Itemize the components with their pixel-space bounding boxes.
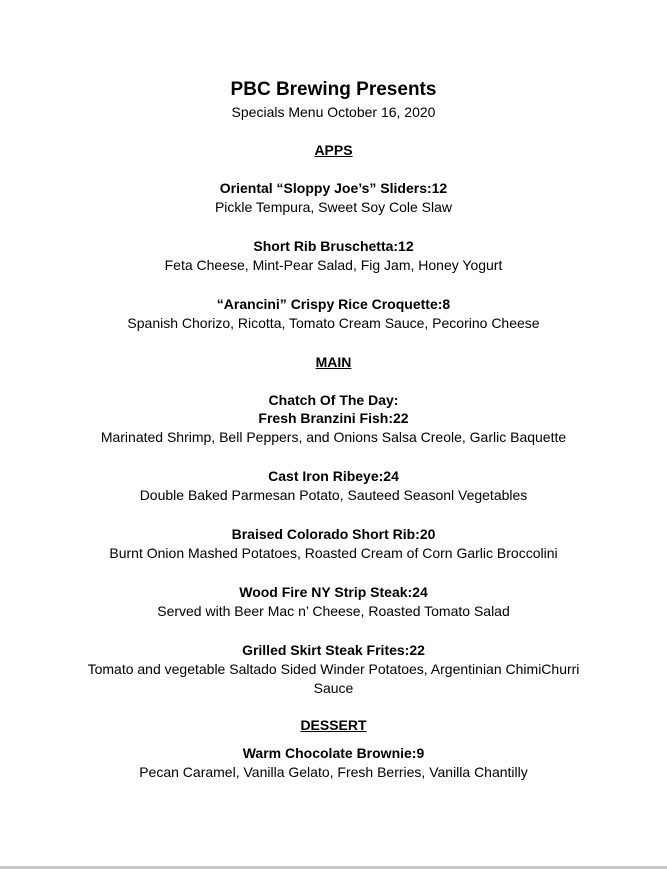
item-description: Feta Cheese, Mint-Pear Salad, Fig Jam, Honey Yogurt bbox=[164, 257, 503, 273]
item-name: Grilled Skirt Steak Frites:22 bbox=[242, 642, 425, 658]
item-description: Burnt Onion Mashed Potatoes, Roasted Cream of Corn Garlic Broccolini bbox=[109, 545, 558, 561]
menu-item-brownie bbox=[0, 744, 667, 782]
item-name: Wood Fire NY Strip Steak:24 bbox=[239, 584, 428, 600]
item-name: “Arancini” Crispy Rice Croquette:8 bbox=[216, 296, 451, 312]
menu-item-ribeye bbox=[0, 467, 667, 505]
menu-item-arancini bbox=[0, 295, 667, 333]
menu-item-sliders bbox=[0, 179, 667, 217]
menu-date-subtitle: Specials Menu October 16, 2020 bbox=[231, 104, 436, 120]
item-description: Spanish Chorizo, Ricotta, Tomato Cream Sauce, Pecorino Cheese bbox=[127, 315, 540, 331]
item-description: Double Baked Parmesan Potato, Sauteed Seasonl Vegetables bbox=[139, 487, 528, 503]
item-description: Marinated Shrimp, Bell Peppers, and Onions Salsa Creole, Garlic Baquette bbox=[100, 429, 567, 445]
item-description: Pecan Caramel, Vanilla Gelato, Fresh Berries, Vanilla Chantilly bbox=[139, 764, 528, 780]
menu-item-strip-steak bbox=[0, 583, 667, 621]
section-heading-dessert: DESSERT bbox=[300, 717, 367, 733]
specials-menu bbox=[0, 79, 667, 782]
item-name: Cast Iron Ribeye:24 bbox=[268, 468, 399, 484]
menu-item-short-rib bbox=[0, 525, 667, 563]
page-title: PBC Brewing Presents bbox=[230, 79, 437, 100]
item-description: Served with Beer Mac n’ Cheese, Roasted Tomato Salad bbox=[157, 603, 510, 619]
item-name: Braised Colorado Short Rib:20 bbox=[231, 526, 436, 542]
section-heading-apps: APPS bbox=[314, 142, 353, 158]
menu-item-catch-of-the-day bbox=[0, 391, 667, 447]
item-name: Short Rib Bruschetta:12 bbox=[253, 238, 414, 254]
menu-item-bruschetta bbox=[0, 237, 667, 275]
menu-item-skirt-steak bbox=[0, 641, 667, 698]
catch-of-the-day-label: Chatch Of The Day: bbox=[268, 392, 399, 408]
item-name: Warm Chocolate Brownie:9 bbox=[242, 745, 425, 761]
item-description: Pickle Tempura, Sweet Soy Cole Slaw bbox=[214, 199, 453, 215]
item-name: Fresh Branzini Fish:22 bbox=[258, 410, 409, 426]
item-description: Tomato and vegetable Saltado Sided Winder Potatoes, Argentinian ChimiChurri Sauce bbox=[87, 661, 580, 696]
item-name: Oriental “Sloppy Joe’s” Sliders:12 bbox=[219, 180, 448, 196]
section-heading-main: MAIN bbox=[315, 354, 352, 370]
